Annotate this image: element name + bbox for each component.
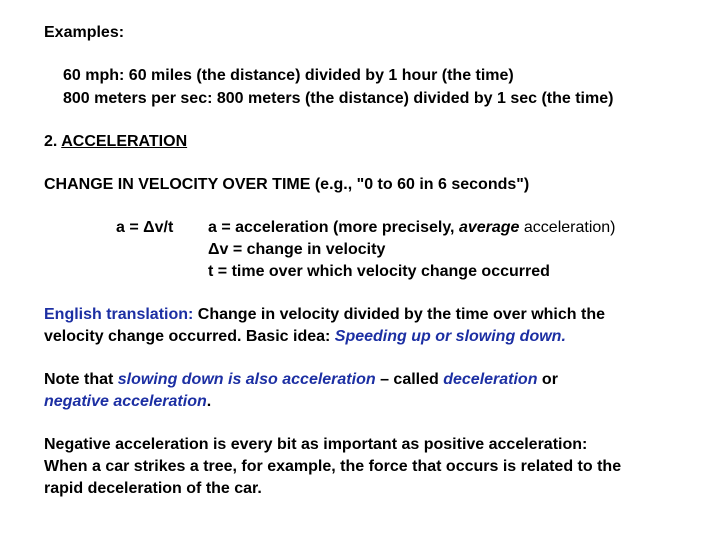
note-line-1: Note that slowing down is also acceleration – called deceleration or xyxy=(44,371,558,388)
examples-heading: Examples: xyxy=(44,24,125,41)
translation-line-1: English translation: Change in velocity divided by the time over which the xyxy=(44,306,605,323)
note-line-2: negative acceleration. xyxy=(44,393,212,410)
negative-line-1: Negative acceleration is every bit as important as positive acceleration: xyxy=(44,436,588,453)
note-negative-acceleration: negative acceleration xyxy=(44,393,207,410)
example-item-meters: 800 meters per sec: 800 meters (the distance) divided by 1 sec (the time) xyxy=(63,90,614,107)
average-emphasis: average xyxy=(458,219,520,236)
formula-equation: a = Δv/t xyxy=(116,219,174,236)
translation-label: English translation: xyxy=(44,306,194,323)
basic-idea: Speeding up or slowing down. xyxy=(334,328,566,345)
section-number: 2. xyxy=(44,133,58,150)
formula-line-time: t = time over which velocity change occurred xyxy=(208,263,550,280)
translation-line-2: velocity change occurred. Basic idea: Speeding up or slowing down. xyxy=(44,328,566,345)
section-title: ACCELERATION xyxy=(61,133,188,150)
negative-line-3: rapid deceleration of the car. xyxy=(44,480,262,497)
example-item-mph: 60 mph: 60 miles (the distance) divided by 1 hour (the time) xyxy=(63,67,514,84)
note-deceleration: deceleration xyxy=(443,371,538,388)
negative-line-2: When a car strikes a tree, for example, the force that occurs is related to the xyxy=(44,458,622,475)
definition-text: CHANGE IN VELOCITY OVER TIME (e.g., "0 to 60 in 6 seconds") xyxy=(44,176,530,193)
section-heading xyxy=(44,131,187,153)
formula-line-acceleration: a = acceleration (more precisely, average acceleration) xyxy=(208,219,616,236)
note-slowing-down: slowing down is also acceleration xyxy=(117,371,376,388)
formula-line-delta-v: Δv = change in velocity xyxy=(208,241,386,258)
